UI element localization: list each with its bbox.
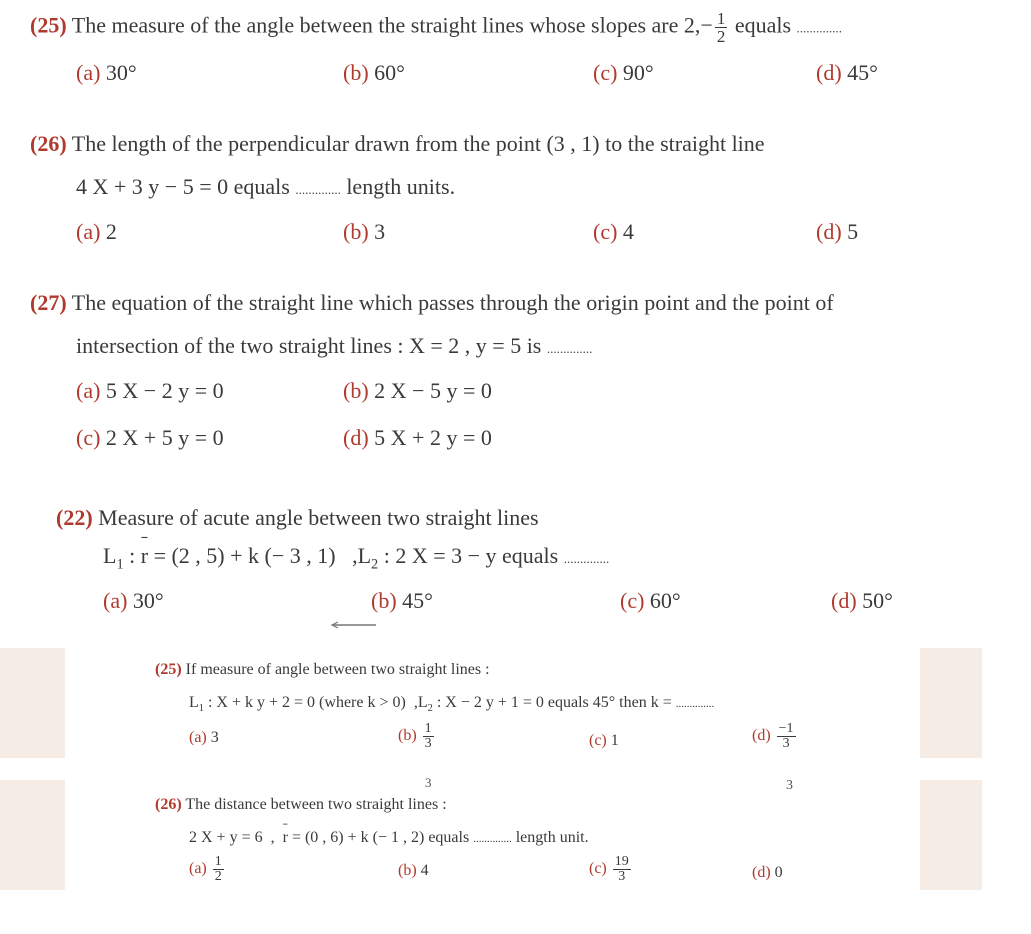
option-letter: (b) — [343, 378, 369, 403]
separator: , — [270, 829, 275, 846]
question-text: Measure of acute angle between two straight lines — [98, 505, 539, 530]
colon: : — [129, 543, 136, 568]
line-2-equation: : 2 X = 3 − y equals — [383, 543, 559, 568]
question-text-line2: intersection of the two straight lines : X = 2 , y = 5 is — [76, 333, 542, 358]
option-value: 60° — [649, 588, 681, 613]
vector-r: ˉ r — [141, 543, 148, 569]
line-label: ,L — [352, 543, 372, 568]
answer-blank: .............. — [796, 20, 843, 36]
fraction — [423, 722, 434, 751]
question-text: The distance between two straight lines : — [185, 796, 447, 813]
question-tail: equals — [734, 12, 792, 38]
line-1-equation: : X + k y + 2 = 0 (where k > 0) — [207, 694, 406, 711]
answer-blank: .............. — [675, 698, 715, 710]
option-a[interactable] — [189, 729, 219, 747]
answer-blank: .............. — [563, 551, 610, 566]
question-25b-lines — [189, 694, 714, 714]
option-letter: (b) — [398, 862, 417, 879]
panel-right-margin — [920, 648, 982, 758]
fraction-denominator: 3 — [618, 869, 626, 884]
question-26b-stem — [155, 796, 447, 814]
fraction — [715, 10, 728, 45]
option-value: 45° — [847, 60, 878, 85]
option-a[interactable] — [76, 378, 224, 404]
fraction-numerator: 1 — [214, 854, 222, 869]
question-26-stem-line2 — [76, 174, 455, 200]
option-d[interactable] — [343, 425, 492, 451]
option-b[interactable] — [371, 588, 433, 614]
option-letter: (c) — [593, 60, 618, 85]
fraction — [777, 722, 796, 751]
option-b[interactable] — [343, 219, 385, 245]
option-letter: (c) — [589, 732, 607, 749]
question-text: The measure of the angle between the straight lines whose slopes are 2 — [71, 12, 695, 38]
question-26-stem — [30, 131, 765, 157]
option-letter: (a) — [76, 219, 101, 244]
question-22-stem — [56, 505, 539, 531]
question-number: (22) — [56, 505, 93, 530]
question-number: (26) — [155, 796, 182, 813]
question-number: (26) — [30, 131, 67, 156]
option-value: 2 X − 5 y = 0 — [374, 378, 492, 403]
option-d[interactable] — [752, 864, 783, 882]
option-letter: (c) — [593, 219, 618, 244]
fraction-numerator: −1 — [778, 721, 794, 736]
line-subscript: 1 — [198, 703, 204, 715]
line-subscript: 1 — [116, 556, 124, 573]
fraction — [213, 855, 224, 884]
stray-mark: 3 — [425, 775, 432, 790]
option-value: 30° — [132, 588, 164, 613]
fraction — [613, 855, 631, 884]
option-value: 5 — [847, 219, 859, 244]
answer-blank: .............. — [546, 341, 593, 356]
option-value: 5 X − 2 y = 0 — [105, 378, 224, 403]
option-letter: (b) — [371, 588, 397, 613]
option-letter: (c) — [589, 860, 607, 878]
option-b[interactable] — [343, 378, 492, 404]
line-2-equation: : X − 2 y + 1 = 0 equals 45° then k = — [436, 694, 672, 711]
fraction-numerator: 19 — [614, 854, 629, 869]
faint-arrow-icon — [330, 620, 380, 630]
option-b[interactable] — [398, 722, 436, 751]
line-label: ,L — [413, 694, 428, 711]
question-text: The equation of the straight line which passes through the origin point and the point of — [71, 290, 834, 315]
option-value: 45° — [402, 588, 433, 613]
option-a[interactable] — [189, 855, 226, 884]
question-number: (25) — [30, 12, 67, 38]
question-text: If measure of angle between two straight lines : — [185, 661, 490, 678]
option-value: 30° — [105, 60, 137, 85]
line-1-equation: = (2 , 5) + k (− 3 , 1) — [153, 543, 336, 568]
option-letter: (d) — [831, 588, 857, 613]
option-a[interactable] — [103, 588, 164, 614]
option-letter: (b) — [343, 219, 369, 244]
option-d[interactable] — [752, 722, 798, 751]
option-c[interactable] — [589, 855, 633, 884]
option-letter: (c) — [620, 588, 645, 613]
fraction-numerator: 1 — [424, 721, 432, 736]
fraction-numerator: 1 — [716, 9, 726, 28]
option-b[interactable] — [398, 862, 429, 880]
option-value: 50° — [862, 588, 893, 613]
answer-blank: .............. — [473, 833, 512, 845]
fraction-denominator: 3 — [424, 736, 432, 751]
option-letter: (a) — [189, 729, 207, 746]
option-letter: (d) — [343, 425, 369, 450]
question-tail: length unit. — [515, 829, 589, 846]
equation: 4 X + 3 y − 5 = 0 equals — [76, 174, 290, 199]
option-value: 2 X + 5 y = 0 — [105, 425, 224, 450]
option-value: 1 — [610, 732, 619, 749]
question-27-stem — [30, 290, 834, 316]
option-c[interactable] — [589, 732, 619, 750]
option-value: 0 — [774, 864, 783, 881]
option-letter: (d) — [752, 864, 771, 881]
option-value: 90° — [622, 60, 654, 85]
line-subscript: 2 — [371, 556, 379, 573]
option-letter: (a) — [76, 378, 101, 403]
question-27-stem-line2 — [76, 333, 592, 359]
panel-left-margin — [0, 648, 65, 758]
option-letter: (d) — [816, 60, 842, 85]
fraction-denominator: 3 — [782, 736, 790, 751]
line-subscript: 2 — [427, 703, 433, 715]
option-b[interactable] — [343, 60, 405, 86]
option-value: 2 — [105, 219, 117, 244]
separator: , — [694, 12, 701, 38]
minus-sign: − — [700, 12, 713, 38]
question-number: (27) — [30, 290, 67, 315]
question-25-stem — [30, 10, 842, 45]
vector-r: ˉ r — [283, 829, 288, 847]
option-value: 3 — [374, 219, 386, 244]
line-1-equation: 2 X + y = 6 — [189, 829, 263, 846]
option-c[interactable] — [593, 60, 654, 86]
option-a[interactable] — [76, 60, 137, 86]
option-a[interactable] — [76, 219, 117, 245]
fraction-denominator: 2 — [214, 869, 222, 884]
option-letter: (c) — [76, 425, 101, 450]
option-d[interactable] — [831, 588, 893, 614]
answer-blank: .............. — [295, 182, 341, 197]
option-c[interactable] — [593, 219, 634, 245]
option-value: 4 — [420, 862, 429, 879]
question-text: The length of the perpendicular drawn from the point (3 , 1) to the straight line — [71, 131, 765, 156]
line-2-equation: = (0 , 6) + k (− 1 , 2) equals — [291, 829, 470, 846]
question-25b-stem — [155, 661, 490, 679]
option-d[interactable] — [816, 60, 878, 86]
panel-left-margin — [0, 780, 65, 890]
option-c[interactable] — [76, 425, 224, 451]
option-letter: (b) — [343, 60, 369, 85]
option-value: 4 — [622, 219, 634, 244]
option-letter: (a) — [76, 60, 101, 85]
option-value: 5 X + 2 y = 0 — [374, 425, 492, 450]
question-26b-lines — [189, 829, 589, 847]
question-tail: length units. — [346, 174, 456, 199]
option-c[interactable] — [620, 588, 681, 614]
fraction-denominator: 2 — [716, 27, 726, 46]
option-value: 60° — [374, 60, 405, 85]
stray-mark: 3 — [786, 778, 793, 793]
question-22-lines — [103, 543, 609, 573]
option-letter: (a) — [189, 860, 207, 878]
option-letter: (a) — [103, 588, 128, 613]
option-d[interactable] — [816, 219, 858, 245]
line-label: L — [103, 543, 117, 568]
option-letter: (d) — [816, 219, 842, 244]
line-label: L — [189, 694, 199, 711]
option-letter: (d) — [752, 727, 771, 745]
question-number: (25) — [155, 661, 182, 678]
option-value: 3 — [210, 729, 219, 746]
option-letter: (b) — [398, 727, 417, 745]
panel-right-margin — [920, 780, 982, 890]
